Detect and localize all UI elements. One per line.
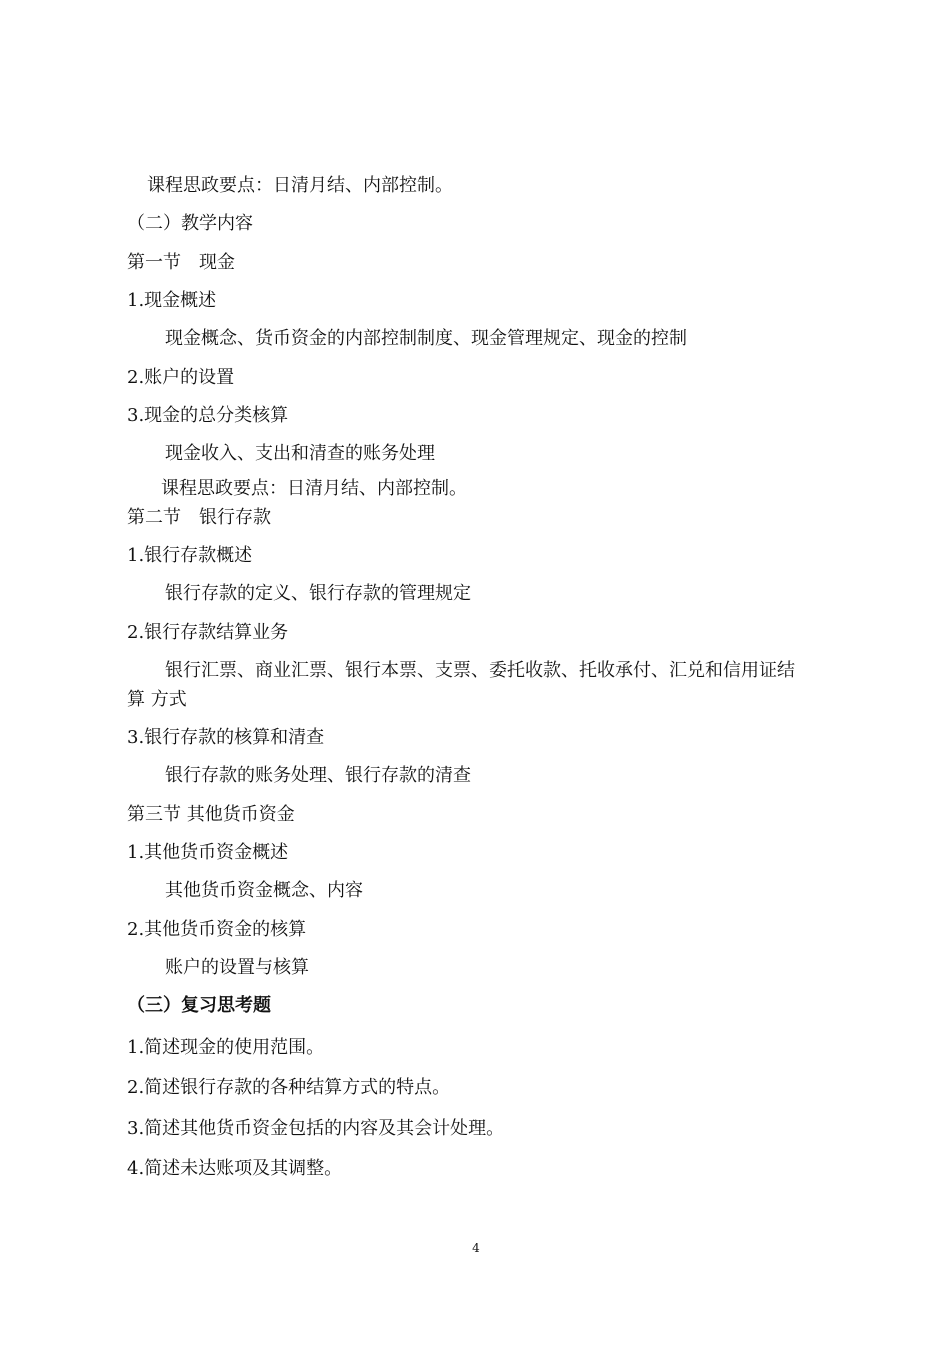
section-heading-teaching-content: （二）教学内容 (127, 213, 253, 234)
chapter-heading-other-funds: 第三节 其他货币资金 (127, 804, 295, 825)
item-heading: 3.现金的总分类核算 (127, 405, 289, 426)
chapter-heading-bank-deposit: 第二节 银行存款 (127, 507, 271, 528)
review-question: 2.简述银行存款的各种结算方式的特点。 (127, 1077, 451, 1098)
item-detail: 银行存款的账务处理、银行存款的清查 (165, 765, 471, 786)
ideological-point-1: 课程思政要点：日清月结、内部控制。 (147, 175, 453, 196)
page-number: 4 (472, 1241, 480, 1255)
item-detail: 账户的设置与核算 (165, 957, 309, 978)
ideological-point-2: 课程思政要点：日清月结、内部控制。 (161, 478, 467, 499)
item-heading: 1.现金概述 (127, 290, 217, 311)
item-detail-continued: 算 方式 (127, 689, 187, 710)
item-detail: 其他货币资金概念、内容 (165, 880, 363, 901)
review-question: 1.简述现金的使用范围。 (127, 1037, 325, 1058)
item-heading: 3.银行存款的核算和清查 (127, 727, 325, 748)
chapter-heading-cash: 第一节 现金 (127, 252, 235, 273)
item-heading: 2.银行存款结算业务 (127, 622, 289, 643)
item-detail: 现金收入、支出和清查的账务处理 (165, 443, 435, 464)
item-heading: 2.其他货币资金的核算 (127, 919, 307, 940)
section-heading-review-questions: （三）复习思考题 (127, 995, 271, 1016)
review-question: 4.简述未达账项及其调整。 (127, 1158, 343, 1179)
item-detail: 银行存款的定义、银行存款的管理规定 (165, 583, 471, 604)
item-heading: 1.其他货币资金概述 (127, 842, 289, 863)
item-heading: 1.银行存款概述 (127, 545, 253, 566)
item-heading: 2.账户的设置 (127, 367, 235, 388)
review-question: 3.简述其他货币资金包括的内容及其会计处理。 (127, 1118, 505, 1139)
item-detail: 现金概念、货币资金的内部控制制度、现金管理规定、现金的控制 (165, 328, 687, 349)
item-detail: 银行汇票、商业汇票、银行本票、支票、委托收款、托收承付、汇兑和信用证结 (165, 660, 795, 681)
